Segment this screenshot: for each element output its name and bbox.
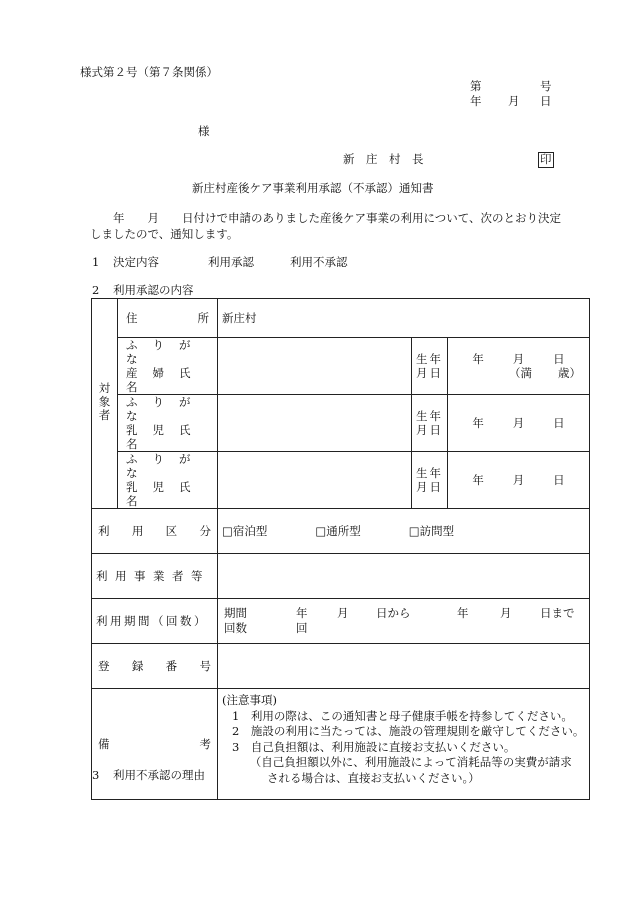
address-label-cell bbox=[118, 299, 218, 338]
period-row bbox=[92, 599, 590, 644]
address-row bbox=[92, 299, 590, 338]
subject-label: 対象者 bbox=[97, 381, 112, 423]
period-label-cell bbox=[92, 599, 218, 644]
infant1-label-cell bbox=[118, 395, 218, 452]
period-end-month: 月 bbox=[500, 606, 512, 620]
provider-row bbox=[92, 554, 590, 599]
date-year: 年 bbox=[470, 94, 482, 108]
remarks-value bbox=[218, 689, 590, 800]
subject-label-cell bbox=[92, 299, 118, 509]
section3-num: 3 bbox=[92, 768, 100, 782]
note-3-sub-2: される場合は、直接お支払いください。） bbox=[244, 770, 480, 785]
mother-birth-year: 年 bbox=[472, 352, 484, 366]
mother-name-label: 産婦氏名 bbox=[126, 366, 206, 394]
note-3-sub-1: （自己負担額以外に、利用施設によって消耗品等の実費が請求 bbox=[244, 755, 572, 769]
doc-no-go: 号 bbox=[540, 79, 552, 93]
remarks-label: 備 考 bbox=[98, 737, 211, 751]
count-unit: 回 bbox=[296, 621, 308, 635]
provider-label-cell bbox=[92, 554, 218, 599]
address-label-ju: 住 bbox=[126, 311, 138, 325]
provider-label: 利用事業者等 bbox=[96, 569, 210, 583]
infant2-birth-top: 生年 bbox=[416, 466, 443, 480]
period-start-month: 月 bbox=[337, 606, 349, 620]
reg-no-value[interactable] bbox=[218, 644, 590, 689]
mother-birth-day: 日 bbox=[553, 352, 565, 366]
date-month: 月 bbox=[508, 94, 520, 108]
remarks-row bbox=[92, 689, 590, 800]
mother-furigana-label: ふりがな bbox=[126, 338, 206, 366]
usage-type-label-cell bbox=[92, 509, 218, 554]
section2-num: 2 bbox=[92, 283, 100, 297]
mother-label-cell bbox=[118, 338, 218, 395]
seal-mark bbox=[538, 152, 554, 168]
infant2-birth-day: 日 bbox=[553, 473, 565, 487]
section1-num: 1 bbox=[92, 255, 100, 269]
infant1-birth-value[interactable] bbox=[448, 395, 590, 452]
infant2-name-label: 乳児氏名 bbox=[126, 480, 206, 508]
period-label-inner: 期間 bbox=[224, 606, 247, 620]
doc-title: 新庄村産後ケア事業利用承認（不承認）通知書 bbox=[192, 181, 434, 195]
decision-reject-option: 利用不承認 bbox=[290, 255, 348, 269]
infant-row-1 bbox=[92, 395, 590, 452]
infant1-birth-month: 月 bbox=[512, 416, 525, 430]
mother-birth-bottom: 月日 bbox=[416, 366, 443, 380]
infant1-birth-bottom: 月日 bbox=[416, 423, 443, 437]
infant1-furigana-label: ふりがな bbox=[126, 395, 206, 423]
period-end-day: 日まで bbox=[540, 606, 575, 620]
provider-value[interactable] bbox=[218, 554, 590, 599]
infant1-birth-day: 日 bbox=[553, 416, 565, 430]
note-2: 2 施設の利用に当たっては、施設の管理規則を厳守してください。 bbox=[232, 724, 585, 738]
intro-line-2: しましたので、通知します。 bbox=[90, 227, 239, 241]
infant1-birth-top: 生年 bbox=[416, 409, 443, 423]
section3-label: 利用不承認の理由 bbox=[113, 768, 205, 782]
infant2-birth-value[interactable] bbox=[448, 452, 590, 509]
period-label: 利用期間（回数） bbox=[96, 614, 208, 628]
mother-name-value[interactable] bbox=[218, 338, 412, 395]
note-1: 1 利用の際は、この通知書と母子健康手帳を持参してください。 bbox=[232, 708, 573, 723]
section1-label: 決定内容 bbox=[113, 255, 159, 269]
infant1-name-value[interactable] bbox=[218, 395, 412, 452]
infant2-birth-year: 年 bbox=[472, 473, 484, 487]
form-number: 様式第２号（第７条関係） bbox=[80, 65, 218, 79]
reg-no-label: 登 録 番 号 bbox=[98, 659, 211, 673]
period-start-year: 年 bbox=[296, 606, 308, 620]
addressee-suffix: 様 bbox=[198, 124, 210, 138]
usage-type-value bbox=[218, 509, 590, 554]
remarks-label-cell bbox=[92, 689, 218, 800]
intro-line-1: 年 月 日付けで申請のありました産後ケア事業の利用について、次のとおり決定 bbox=[90, 211, 562, 225]
reg-no-label-cell bbox=[92, 644, 218, 689]
address-label-sho: 所 bbox=[197, 311, 209, 325]
decision-approve-option: 利用承認 bbox=[208, 255, 254, 269]
usage-type-visit[interactable]: □訪問型 bbox=[408, 524, 455, 538]
seal-text: 印 bbox=[540, 152, 552, 166]
period-value[interactable] bbox=[218, 599, 590, 644]
usage-type-label: 利 用 区 分 bbox=[98, 524, 211, 538]
mother-birth-label-cell bbox=[412, 338, 448, 395]
mother-birth-value[interactable] bbox=[448, 338, 590, 395]
infant2-birth-month: 月 bbox=[512, 473, 525, 487]
notes-title: (注意事項) bbox=[222, 693, 277, 707]
infant1-birth-label-cell bbox=[412, 395, 448, 452]
infant2-birth-label-cell bbox=[412, 452, 448, 509]
note-3: 3 自己負担額は、利用施設に直接お支払いください。 bbox=[232, 739, 516, 754]
usage-type-day[interactable]: □通所型 bbox=[315, 524, 361, 538]
period-start-day: 日から bbox=[376, 606, 411, 620]
age-close: 歳） bbox=[558, 366, 581, 380]
mother-birth-month: 月 bbox=[512, 352, 525, 366]
date-day: 日 bbox=[540, 94, 552, 108]
period-end-year: 年 bbox=[457, 606, 469, 620]
usage-type-row bbox=[92, 509, 590, 554]
issuer-title: 新 庄 村 長 bbox=[343, 152, 424, 166]
mother-birth-top: 生年 bbox=[416, 352, 443, 366]
infant2-birth-bottom: 月日 bbox=[416, 480, 443, 494]
infant2-name-value[interactable] bbox=[218, 452, 412, 509]
age-open: （満 bbox=[509, 366, 532, 380]
infant2-furigana-label: ふりがな bbox=[126, 452, 206, 480]
count-label: 回数 bbox=[224, 621, 247, 635]
usage-type-stay[interactable]: □宿泊型 bbox=[222, 524, 268, 538]
address-value: 新庄村 bbox=[218, 299, 590, 338]
infant1-name-label: 乳児氏名 bbox=[126, 423, 206, 451]
doc-no-dai: 第 bbox=[470, 79, 482, 93]
infant-row-2 bbox=[92, 452, 590, 509]
reg-no-row bbox=[92, 644, 590, 689]
section2-label: 利用承認の内容 bbox=[113, 283, 194, 297]
infant1-birth-year: 年 bbox=[472, 416, 484, 430]
approval-content-table bbox=[91, 298, 590, 800]
infant2-label-cell bbox=[118, 452, 218, 509]
mother-row bbox=[92, 338, 590, 395]
